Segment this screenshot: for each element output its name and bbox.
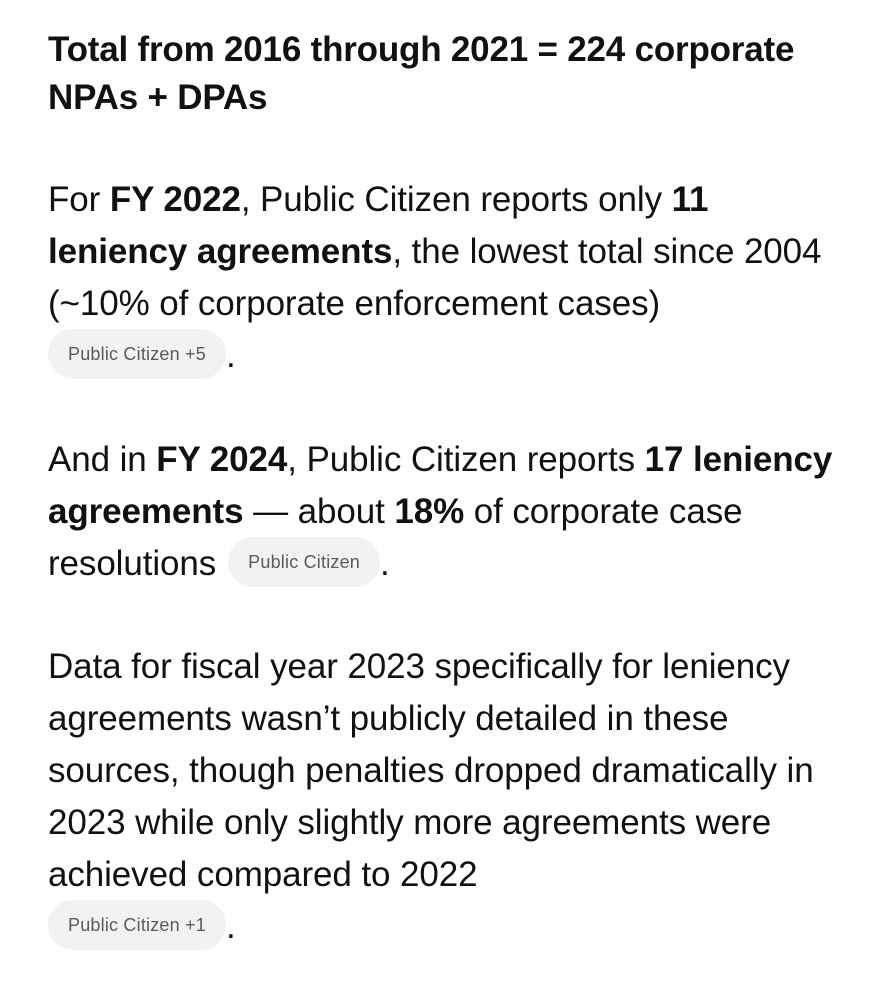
- fy2022-rest: , the lowest total since 2004 (~10% of corporate enforcement cases): [48, 232, 822, 323]
- fy2022-label: FY 2022: [109, 180, 241, 219]
- fy2024-percent: 18%: [394, 492, 465, 531]
- fy2024-mid: , Public Citizen reports: [287, 440, 645, 479]
- paragraph-fy2022: [48, 174, 848, 383]
- fy2024-rest: of corporate case resolutions: [48, 492, 743, 583]
- heading-text: Total from 2016 through 2021 = 224 corporate NPAs + DPAs: [48, 30, 795, 117]
- fy2024-count: 17 leniency agreements: [48, 440, 833, 531]
- fy2022-period: .: [225, 336, 236, 375]
- summary-heading: [48, 26, 848, 122]
- fy2022-count: 11 leniency agreements: [48, 180, 709, 271]
- fy2024-mid2: — about: [243, 492, 395, 531]
- paragraph-fy2023: [48, 641, 848, 954]
- citation-chip-public-citizen-plus1[interactable]: Public Citizen +1: [48, 900, 226, 950]
- fy2023-text: Data for fiscal year 2023 specifically for leniency agreements wasn’t publicly detailed in these sources, though penalties dropped dramatically in 2023 while only slightly more agreements were achieved compared to 2022: [48, 647, 814, 894]
- citation-chip-public-citizen[interactable]: Public Citizen: [228, 537, 380, 587]
- fy2024-prefix: And in: [48, 440, 157, 479]
- fy2023-period: .: [225, 907, 236, 946]
- paragraph-fy2024: [48, 434, 848, 591]
- fy2024-label: FY 2024: [156, 440, 288, 479]
- fy2022-mid: , Public Citizen reports only: [240, 180, 672, 219]
- fy2022-prefix: For: [48, 180, 110, 219]
- citation-chip-public-citizen-plus5[interactable]: Public Citizen +5: [48, 329, 226, 379]
- fy2024-period: .: [380, 544, 390, 583]
